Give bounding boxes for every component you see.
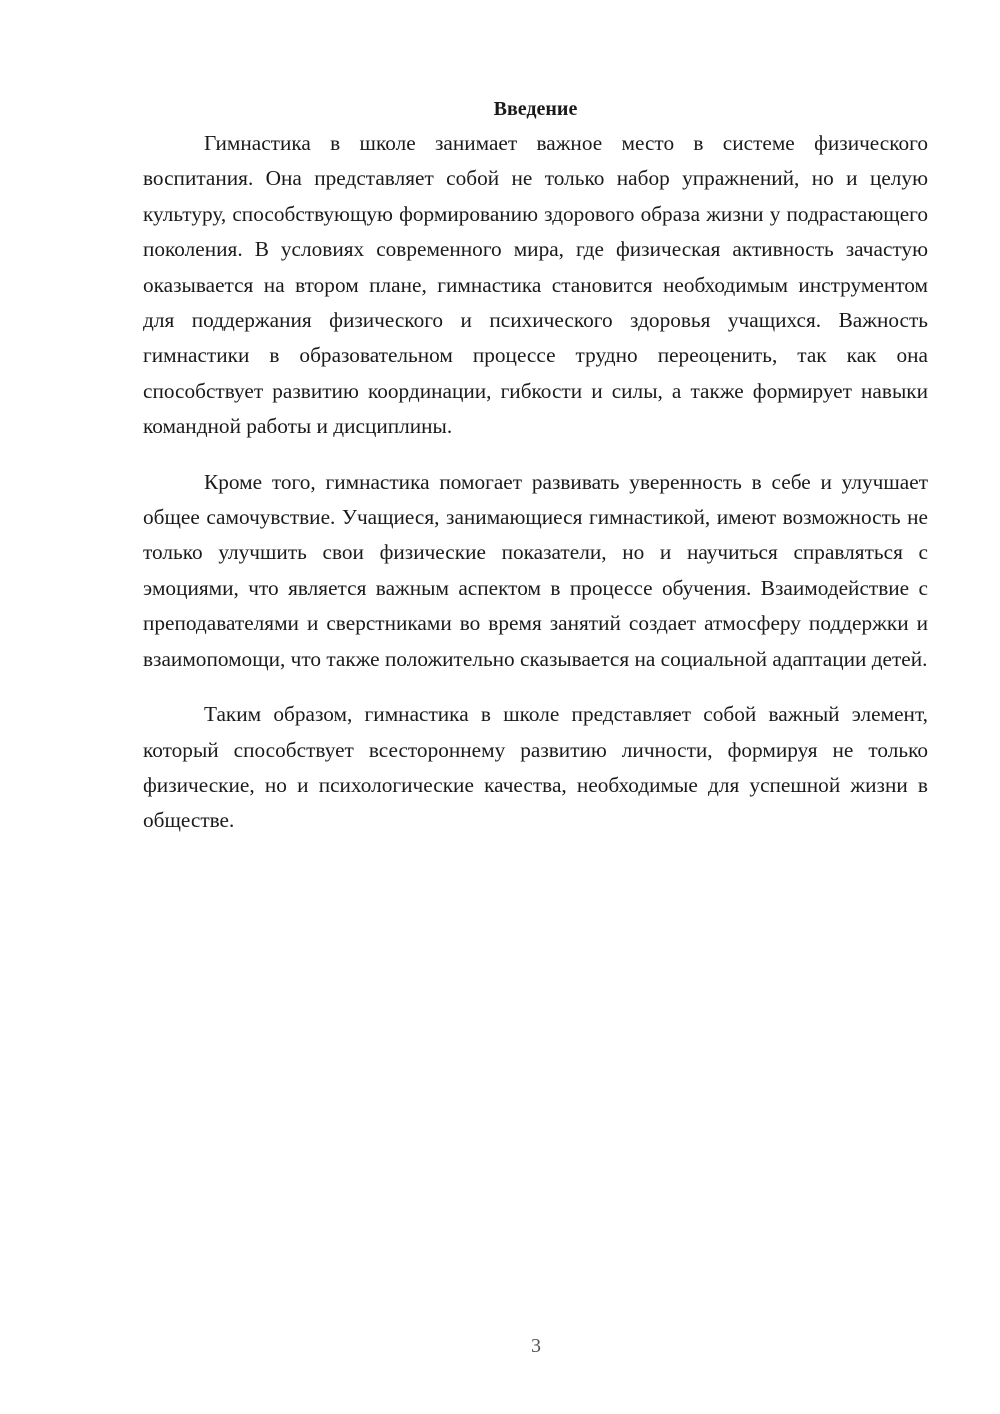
page-content [143, 92, 928, 859]
page-number: 3 [531, 1335, 541, 1357]
section-heading: Введение [493, 98, 578, 120]
paragraph-1: Гимнастика в школе занимает важное место в системе физического воспитания. Она представляет собой не только набор упражнений, но и целую культуру, способствующую формированию здорового образа жизни у подрастающего поколения. В условиях современного мира, где физическая активность зачастую оказывается на втором плане, гимнастика становится необходимым инструментом для поддержания физического и психического здоровья учащихся. Важность гимнастики в образовательном процессе трудно переоценить, так как она способствует развитию координации, гибкости и силы, а также формирует навыки командной работы и дисциплины. [143, 131, 928, 439]
paragraph-2: Кроме того, гимнастика помогает развивать уверенность в себе и улучшает общее самочувствие. Учащиеся, занимающиеся гимнастикой, имеют возможность не только улучшить свои физические показатели, но и научиться справляться с эмоциями, что является важным аспектом в процессе обучения. Взаимодействие с преподавателями и сверстниками во время занятий создает атмосферу поддержки и взаимопомощи, что также положительно сказывается на социальной адаптации детей. [143, 469, 928, 671]
paragraph-3: Таким образом, гимнастика в школе представляет собой важный элемент, который способствует всестороннему развитию личности, формируя не только физические, но и психологические качества, необходимые для успешной жизни в обществе. [143, 702, 928, 833]
